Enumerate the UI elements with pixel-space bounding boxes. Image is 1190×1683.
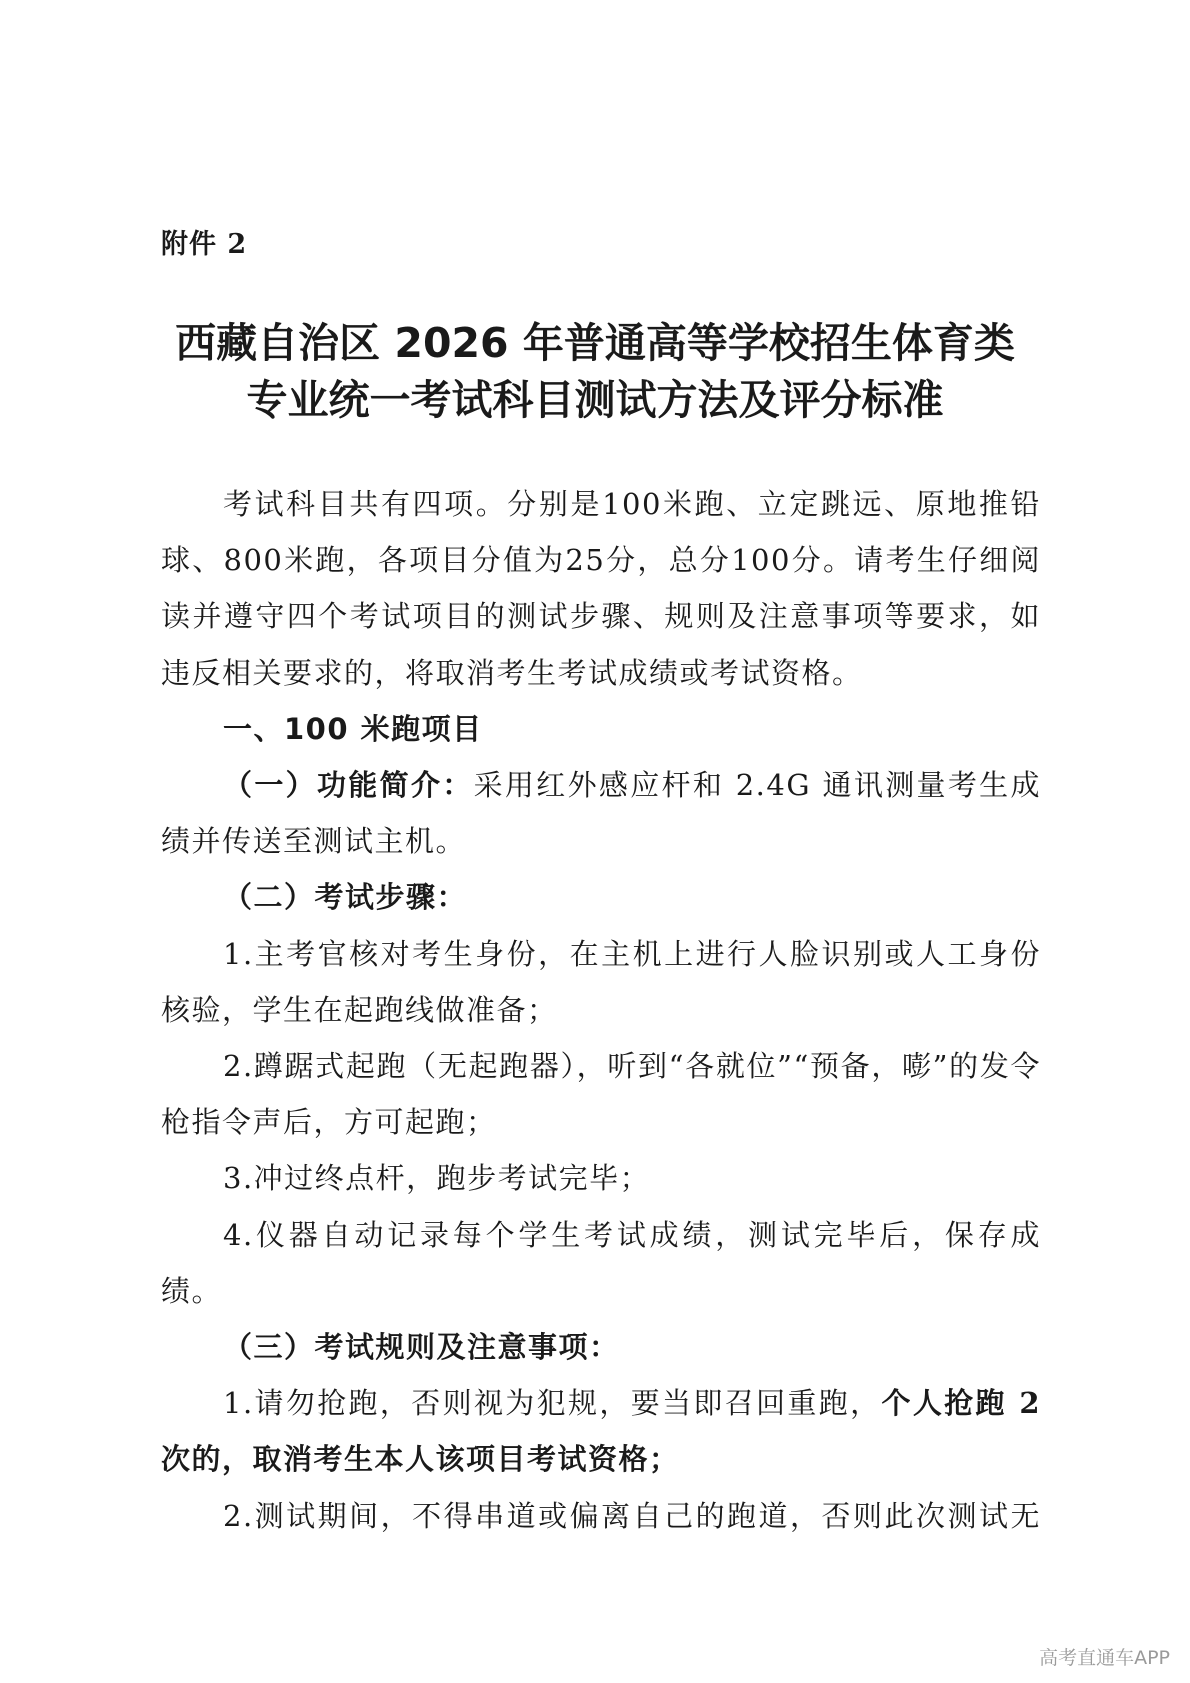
rule-1-emphasis: 个人抢跑 2 次的，取消考生本人该项目考试资格； <box>161 1386 1041 1477</box>
steps-heading: （二）考试步骤： <box>223 880 468 915</box>
section-heading-100m: 一、100 米跑项目 <box>223 711 483 746</box>
document-body <box>161 476 1041 1544</box>
document-title <box>60 315 1130 429</box>
title-line-1: 西藏自治区 2026 年普通高等学校招生体育类 <box>175 319 1015 367</box>
rule-item-1 <box>161 1375 1041 1487</box>
step-item: 1.主考官核对考生身份，在主机上进行人脸识别或人工身份核验，学生在起跑线做准备； <box>161 936 1041 1027</box>
step-item: 2.蹲踞式起跑（无起跑器），听到“各就位”“预备，嘭”的发令枪指令声后，方可起跑； <box>161 1049 1041 1140</box>
function-intro-label: （一）功能简介： <box>223 768 474 803</box>
rule-item-2: 2.测试期间，不得串道或偏离自己的跑道，否则此次测试无 <box>223 1498 1041 1533</box>
rule-1-text: 1.请勿抢跑，否则视为犯规，要当即召回重跑， <box>223 1386 882 1421</box>
step-item: 3.冲过终点杆，跑步考试完毕； <box>223 1161 651 1196</box>
attachment-label: 附件 2 <box>161 229 248 260</box>
intro-paragraph: 考试科目共有四项。分别是100米跑、立定跳远、原地推铅球、800米跑，各项目分值为25分，总分100分。请考生仔细阅读并遵守四个考试项目的测试步骤、规则及注意事项等要求，如违反相关要求的，将取消考生考试成绩或考试资格。 <box>161 487 1041 690</box>
watermark: 高考直通车APP <box>1039 1647 1170 1669</box>
rules-heading: （三）考试规则及注意事项： <box>223 1330 620 1365</box>
title-line-2: 专业统一考试科目测试方法及评分标准 <box>246 376 944 424</box>
function-intro-paragraph <box>161 757 1041 869</box>
step-item: 4.仪器自动记录每个学生考试成绩，测试完毕后，保存成绩。 <box>161 1217 1041 1308</box>
function-intro-text: 采用红外感应杆和 2.4G 通讯测量考生成绩并传送至测试主机。 <box>161 768 1041 859</box>
